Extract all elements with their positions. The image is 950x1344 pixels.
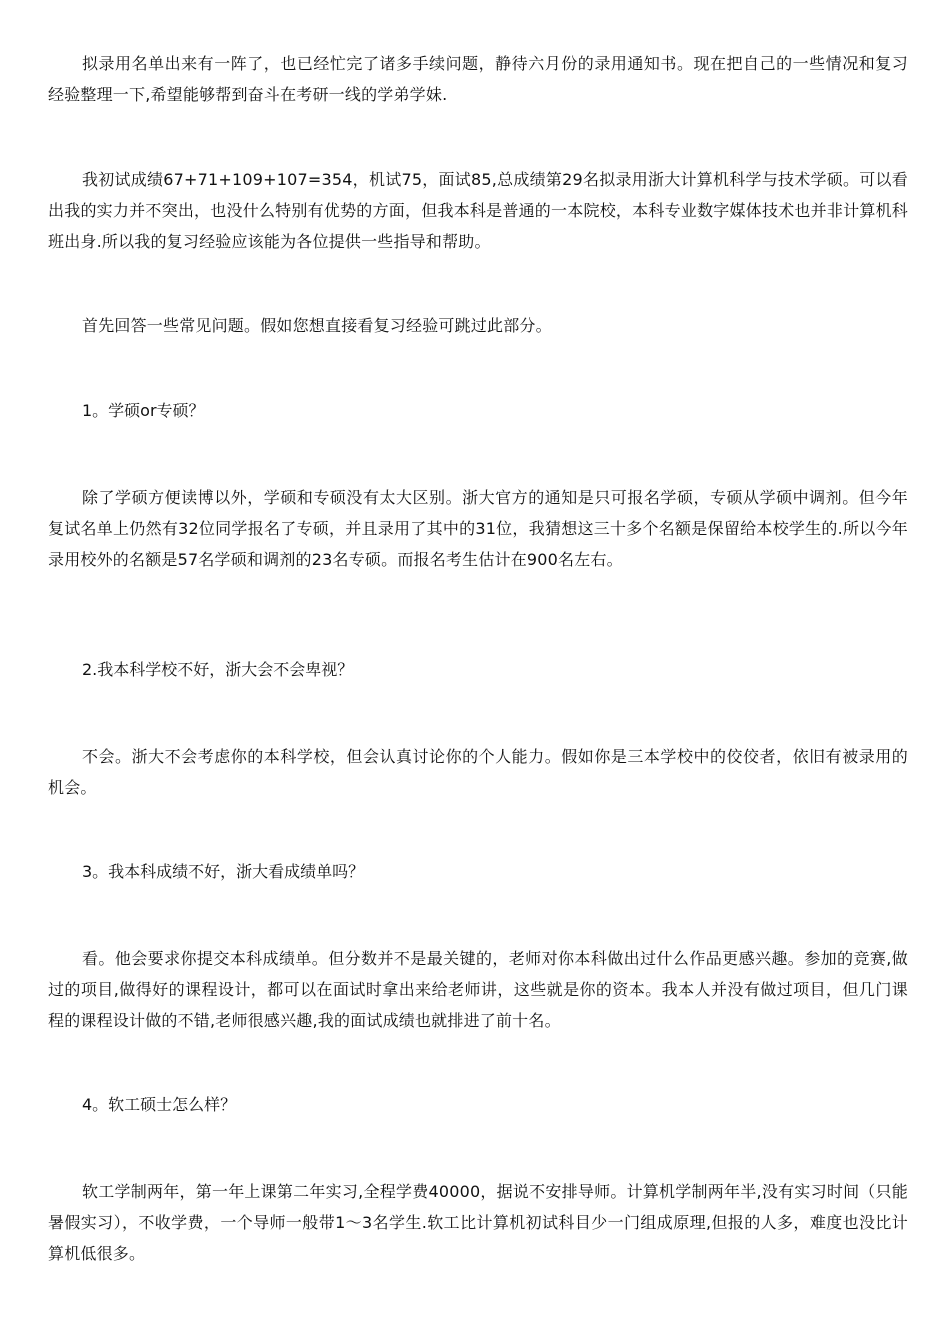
answer-3: 看。他会要求你提交本科成绩单。但分数并不是最关键的，老师对你本科做出过什么作品更感兴趣。参加的竞赛,做过的项目,做得好的课程设计，都可以在面试时拿出来给老师讲，这些就是你的资本。我本人并没有做过项目，但几门课程的课程设计做的不错,老师很感兴趣,我的面试成绩也就排进了前十名。 [48, 949, 908, 1030]
intro-paragraph: 拟录用名单出来有一阵了，也已经忙完了诸多手续问题，静待六月份的录用通知书。现在把自己的一些情况和复习经验整理一下,希望能够帮到奋斗在考研一线的学弟学妹. [48, 54, 908, 104]
answer-4: 软工学制两年，第一年上课第二年实习,全程学费40000，据说不安排导师。计算机学制两年半,没有实习时间（只能暑假实习），不收学费，一个导师一般带1～3名学生.软工比计算机初试科目少一门组成原理,但报的人多，难度也没比计算机低很多。 [48, 1182, 908, 1263]
answer-1: 除了学硕方便读博以外，学硕和专硕没有太大区别。浙大官方的通知是只可报名学硕，专硕从学硕中调剂。但今年复试名单上仍然有32位同学报名了专硕，并且录用了其中的31位，我猜想这三十多个名额是保留给本校学生的.所以今年录用校外的名额是57名学硕和调剂的23名专硕。而报名考生估计在900名左右。 [48, 488, 908, 569]
answer-2: 不会。浙大不会考虑你的本科学校，但会认真讨论你的个人能力。假如你是三本学校中的佼佼者，依旧有被录用的机会。 [48, 747, 908, 797]
question-2: 2.我本科学校不好，浙大会不会卑视？ [82, 660, 354, 679]
question-1: 1。学硕or专硕？ [82, 401, 205, 420]
scores-paragraph: 我初试成绩67+71+109+107=354，机试75，面试85,总成绩第29名拟录用浙大计算机科学与技术学硕。可以看出我的实力并不突出，也没什么特别有优势的方面，但我本科是普通的一本院校，本科专业数字媒体技术也并非计算机科班出身.所以我的复习经验应该能为各位提供一些指导和帮助。 [48, 170, 908, 251]
question-4: 4。软工硕士怎么样？ [82, 1095, 237, 1114]
question-3: 3。我本科成绩不好，浙大看成绩单吗？ [82, 862, 365, 881]
faq-intro-paragraph: 首先回答一些常见问题。假如您想直接看复习经验可跳过此部分。 [82, 316, 552, 335]
